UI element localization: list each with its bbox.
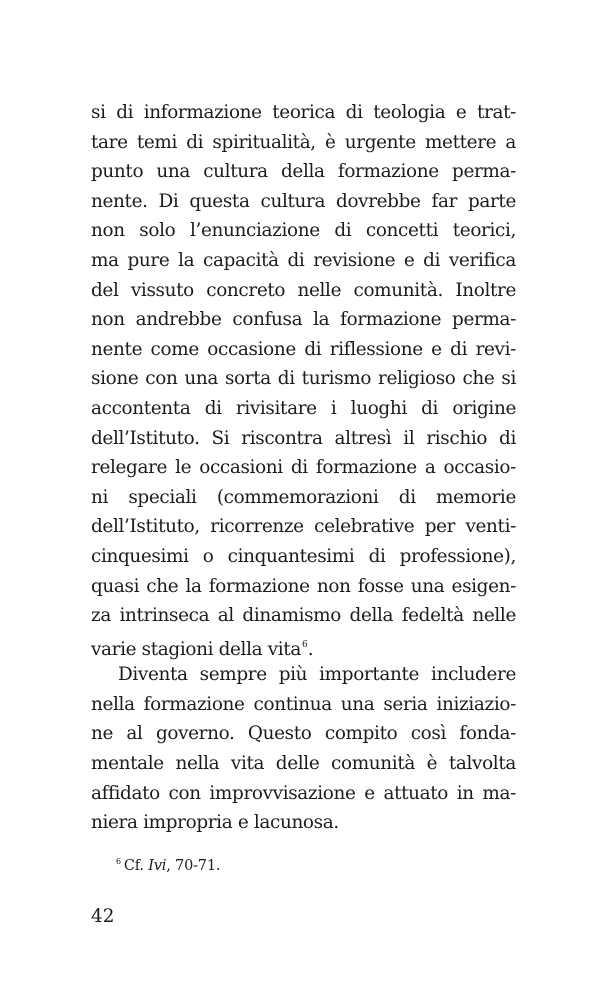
page-number: 42 [91,906,115,927]
text-line: ni speciali (commemorazioni di memorie [91,486,516,508]
text-line: si di informazione teorica di teologia e trat- [91,102,516,123]
text-line: ne al governo. Questo compito così fonda- [91,723,516,745]
text-line: ma pure la capacità di revisione e di verifica [91,249,516,271]
text-line: non andrebbe confusa la formazione perma- [91,309,516,331]
text-line: accontenta di rivisitare i luoghi di origine [91,397,516,419]
text-line: non solo l’enunciazione di concetti teorici, [91,220,516,242]
text-line-content: varie stagioni della vita [91,638,301,660]
paragraph-first-line: Diventa sempre più importante includere [118,664,516,686]
text-line: cinquesimi o cinquantesimi di professione), [91,545,516,567]
text-line: quasi che la formazione non fosse una esigen- [91,575,516,597]
text-line-last: niera impropria e lacunosa. [91,812,339,834]
text-line: sione con una sorta di turismo religioso che si [91,368,516,390]
text-line: mentale nella vita delle comunità è talvolta [91,753,516,775]
text-line: dell’Istituto. Si riscontra altresì il rischio di [91,427,516,449]
footnote-reference: 6 [301,639,308,650]
footnote-prefix: Cf. [123,858,149,874]
text-line: relegare le occasioni di formazione a occasio- [91,457,516,479]
text-line: affidato con improvvisazione e attuato in ma- [91,782,516,804]
text-line: za intrinseca al dinamismo della fedeltà nelle [91,605,516,627]
text-line: dell’Istituto, ricorrenze celebrative per venti- [91,516,516,538]
text-line: tare temi di spiritualità, è urgente mettere a [91,131,516,153]
text-line: nente come occasione di riflessione e di revi- [91,338,516,360]
footnote [116,852,220,876]
text-line-last [91,631,516,661]
text-line: nella formazione continua una seria iniziazio- [91,693,516,715]
sentence-period: . [307,638,314,660]
footnote-italic: Ivi [148,858,167,874]
text-line: punto una cultura della formazione perma- [91,161,516,183]
footnote-marker: 6 [116,857,121,866]
text-line: nente. Di questa cultura dovrebbe far parte [91,190,516,212]
body-text [91,98,516,838]
text-line: del vissuto concreto nelle comunità. Inoltre [91,279,516,301]
footnote-suffix: , 70-71. [166,858,221,874]
